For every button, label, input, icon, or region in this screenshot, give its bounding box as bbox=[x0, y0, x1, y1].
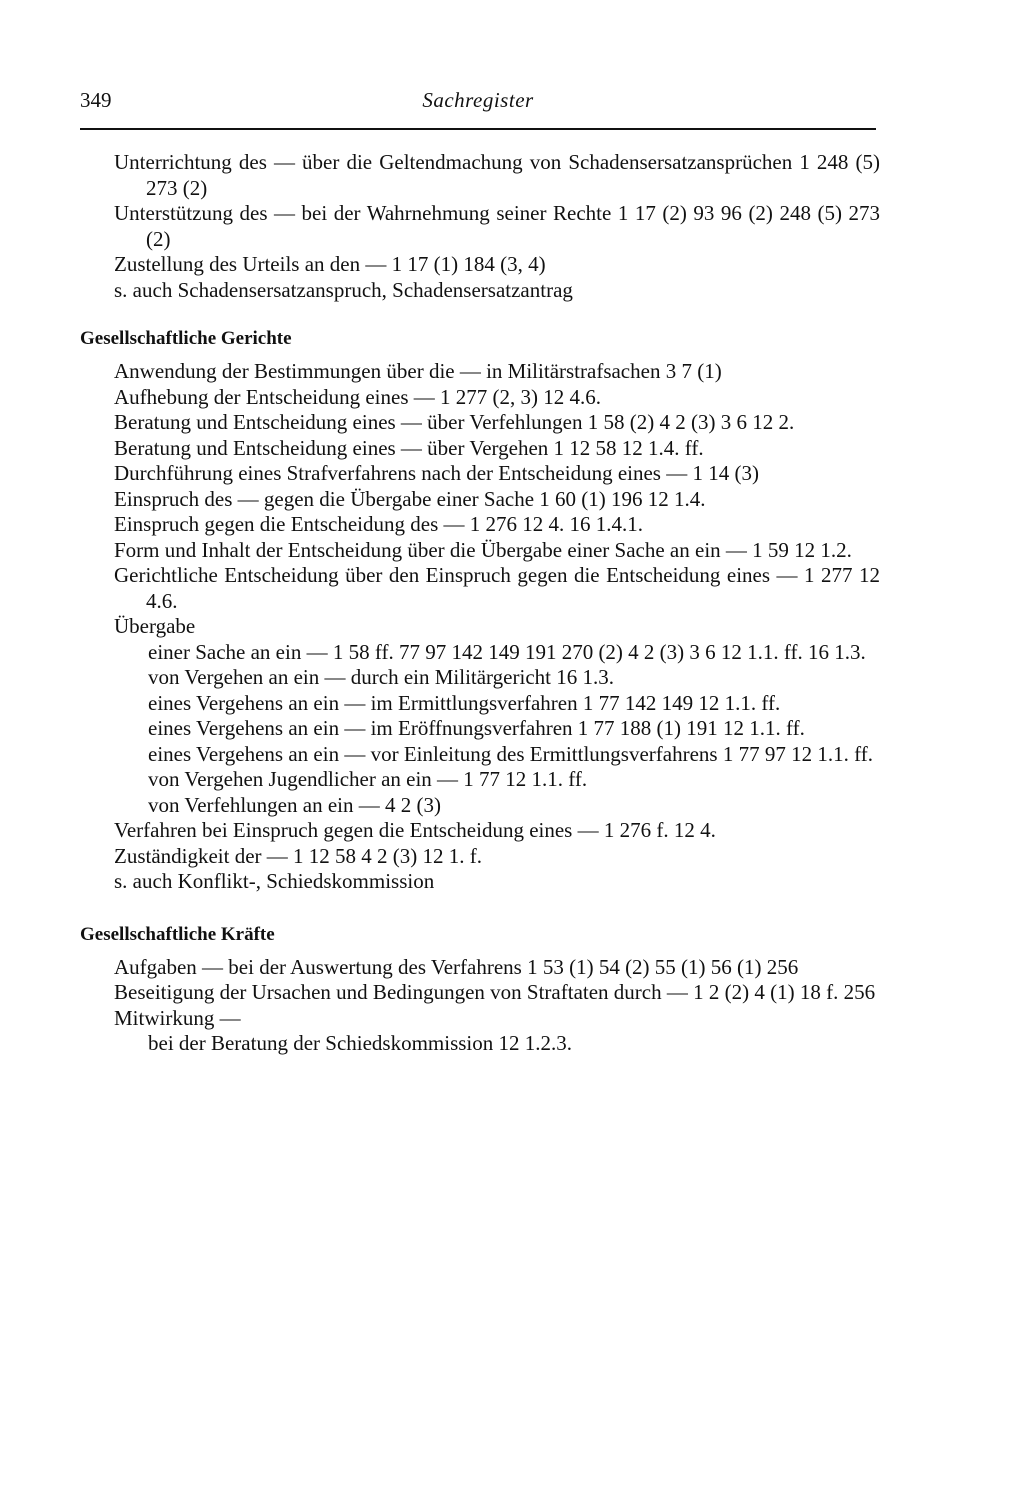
index-entry: Unterstützung des — bei der Wahrnehmung seiner Rechte 1 17 (2) 93 96 (2) 248 (5) 273 (2) bbox=[114, 201, 880, 251]
index-subentry: bei der Beratung der Schiedskommission 12 1.2.3. bbox=[148, 1031, 573, 1055]
index-subentry: von Vergehen an ein — durch ein Militärgericht 16 1.3. bbox=[148, 665, 614, 689]
index-subentry: von Verfehlungen an ein — 4 2 (3) bbox=[148, 792, 441, 817]
index-content bbox=[80, 150, 880, 1057]
index-entry: Beratung und Entscheidung eines — über Vergehen 1 12 58 12 1.4. ff. bbox=[114, 435, 704, 460]
index-entry: Mitwirkung — bbox=[114, 1005, 241, 1030]
see-also-entry: s. auch Konflikt-, Schiedskommission bbox=[114, 869, 435, 893]
section-heading: Gesellschaftliche Gerichte bbox=[80, 328, 292, 349]
index-subentry: eines Vergehens an ein — im Eröffnungsverfahren 1 77 188 (1) 191 12 1.1. ff. bbox=[148, 716, 805, 740]
index-subentry: von Vergehen Jugendlicher an ein — 1 77 12 1.1. ff. bbox=[148, 767, 588, 791]
index-entry: Beratung und Entscheidung eines — über Verfehlungen 1 58 (2) 4 2 (3) 3 6 12 2. bbox=[114, 410, 795, 434]
index-subentry: einer Sache an ein — 1 58 ff. 77 97 142 149 191 270 (2) 4 2 (3) 3 6 12 1.1. ff. 16 1.3. bbox=[148, 639, 866, 664]
index-entry-uebergabe: Übergabe bbox=[114, 614, 196, 638]
index-subentry: eines Vergehens an ein — vor Einleitung des Ermittlungsverfahrens 1 77 97 12 1.1. ff. bbox=[148, 741, 873, 766]
section-gesellschaftliche-kraefte bbox=[80, 922, 880, 1057]
index-entry: Einspruch gegen die Entscheidung des — 1 276 12 4. 16 1.4.1. bbox=[114, 512, 643, 536]
index-entry: Zuständigkeit der — 1 12 58 4 2 (3) 12 1. f. bbox=[114, 843, 483, 868]
running-head: Sachregister bbox=[422, 88, 534, 112]
page-header bbox=[80, 88, 876, 130]
index-entry: Aufgaben — bei der Auswertung des Verfahrens 1 53 (1) 54 (2) 55 (1) 56 (1) 256 bbox=[114, 954, 799, 979]
page-number: 349 bbox=[80, 88, 112, 112]
index-entry: Gerichtliche Entscheidung über den Einspruch gegen die Entscheidung eines — 1 277 12 4.6. bbox=[114, 563, 880, 613]
index-entry: Form und Inhalt der Entscheidung über die Übergabe einer Sache an ein — 1 59 12 1.2. bbox=[114, 537, 852, 562]
index-entry: Durchführung eines Strafverfahrens nach der Entscheidung eines — 1 14 (3) bbox=[114, 461, 759, 485]
index-entry: Unterrichtung des — über die Geltendmachung von Schadensersatzansprüchen 1 248 (5) 273 (2) bbox=[114, 150, 880, 200]
index-subentry: eines Vergehens an ein — im Ermittlungsverfahren 1 77 142 149 12 1.1. ff. bbox=[148, 690, 781, 715]
index-entry: Beseitigung der Ursachen und Bedingungen von Straftaten durch — 1 2 (2) 4 (1) 18 f. 256 bbox=[114, 980, 876, 1004]
index-entry: Zustellung des Urteils an den — 1 17 (1) 184 (3, 4) bbox=[114, 252, 546, 276]
section-heading: Gesellschaftliche Kräfte bbox=[80, 923, 275, 945]
section-continued bbox=[80, 150, 880, 303]
index-entry: Anwendung der Bestimmungen über die — in Militärstrafsachen 3 7 (1) bbox=[114, 359, 722, 383]
see-also-entry: s. auch Schadensersatzanspruch, Schadensersatzantrag bbox=[114, 277, 573, 302]
index-entry: Einspruch des — gegen die Übergabe einer Sache 1 60 (1) 196 12 1.4. bbox=[114, 486, 706, 511]
index-entry: Aufhebung der Entscheidung eines — 1 277 (2, 3) 12 4.6. bbox=[114, 384, 601, 409]
index-entry: Verfahren bei Einspruch gegen die Entscheidung eines — 1 276 f. 12 4. bbox=[114, 818, 716, 842]
section-gesellschaftliche-gerichte bbox=[80, 326, 880, 895]
